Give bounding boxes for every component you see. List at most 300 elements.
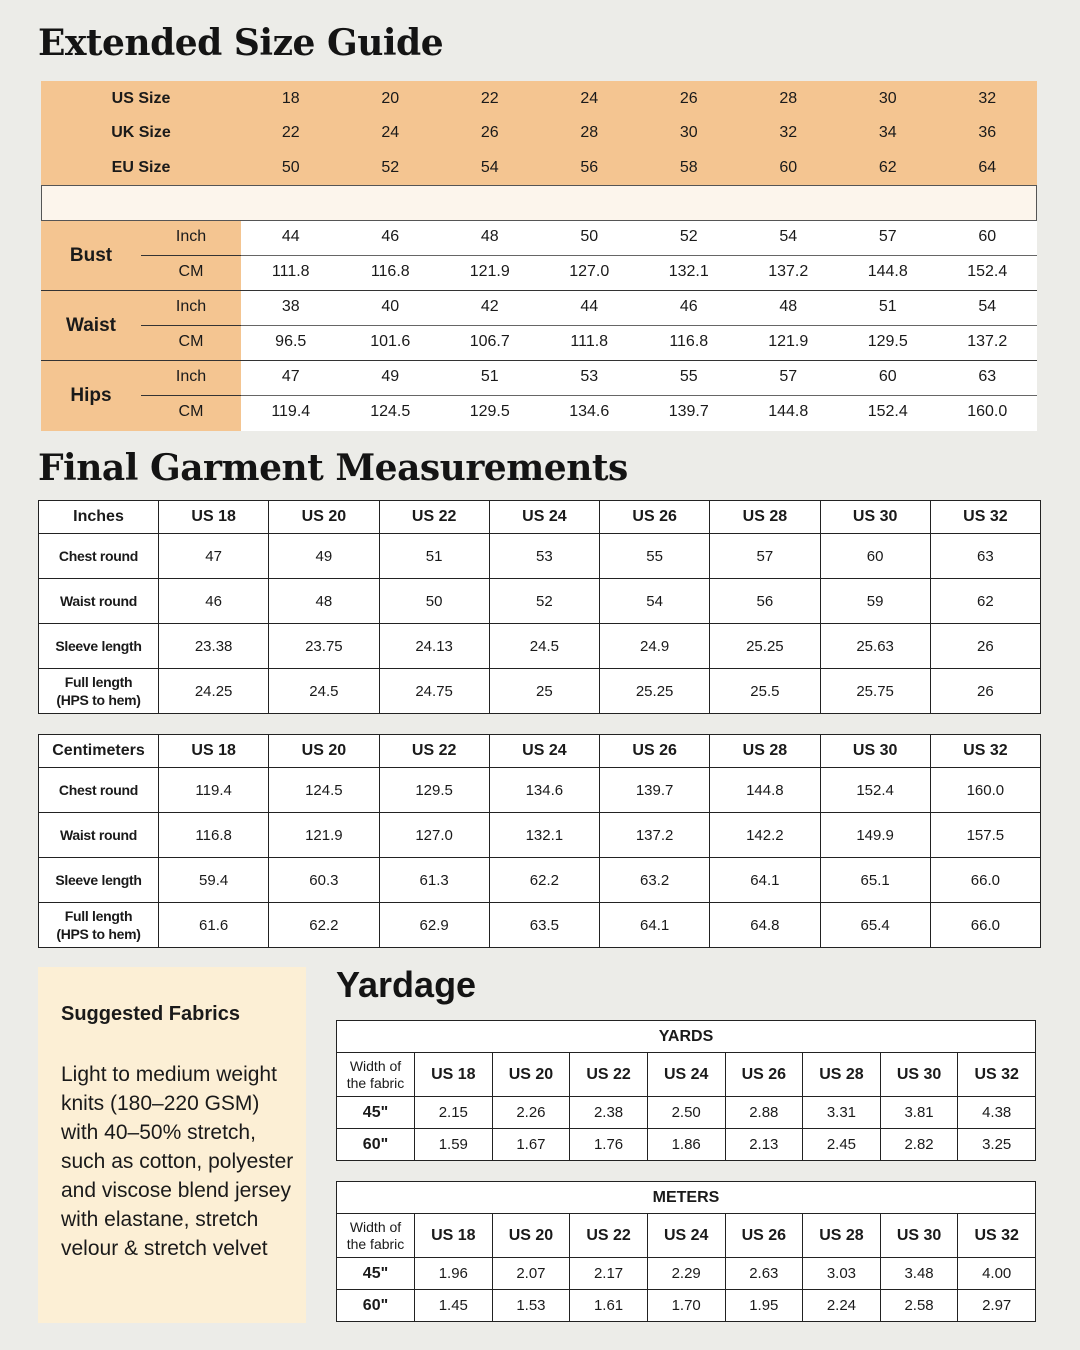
size-value: 28	[580, 123, 599, 141]
table-cell: 2.17	[570, 1258, 648, 1290]
table-cell: 55	[600, 534, 710, 579]
inch-value: 60	[878, 368, 897, 385]
size-value: 36	[978, 123, 997, 141]
yardage-title: Yardage	[336, 964, 477, 1005]
cm-value: 121.9	[469, 263, 510, 280]
table-row	[39, 858, 1041, 903]
table-cell: 139.7	[600, 768, 710, 813]
cm-value: 101.6	[370, 333, 411, 350]
size-header: US 22	[379, 735, 489, 768]
table-cell: 2.88	[725, 1097, 803, 1129]
row-label-subtext: (HPS to hem)	[56, 692, 141, 708]
size-header: US 20	[269, 735, 379, 768]
inch-value: 63	[978, 368, 997, 385]
row-label-text: Chest round	[58, 782, 139, 798]
table-cell: 25	[489, 669, 599, 714]
size-header: US 20	[269, 501, 379, 534]
row-label-text: Chest round	[58, 548, 139, 564]
table-cell: 3.03	[803, 1258, 881, 1290]
uk-size-row	[41, 115, 1037, 150]
size-header: US 20	[492, 1053, 570, 1097]
size-value: 32	[779, 123, 798, 141]
table-cell: 64.1	[710, 858, 820, 903]
size-value: 26	[480, 123, 499, 141]
table-row	[39, 768, 1041, 813]
table-cell: 3.48	[880, 1258, 958, 1290]
width-label-line2: the fabric	[346, 1074, 405, 1091]
header-row	[39, 735, 1041, 768]
table-cell: 46	[159, 579, 269, 624]
inch-value: 54	[779, 228, 798, 245]
size-guide-title: Extended Size Guide	[38, 22, 444, 64]
measurement-units	[141, 291, 241, 360]
us-size-label: US Size	[111, 89, 171, 107]
table-cell: 53	[489, 534, 599, 579]
table-cell: 25.25	[600, 669, 710, 714]
table-row	[337, 1129, 1036, 1161]
width-label-line1: Width of	[349, 1218, 402, 1235]
size-value: 32	[978, 89, 997, 107]
table-cell: 2.63	[725, 1258, 803, 1290]
table-cell: 25.5	[710, 669, 820, 714]
row-label	[39, 534, 159, 579]
row-label-text: Waist round	[59, 827, 138, 843]
size-header: US 30	[820, 501, 930, 534]
table-cell: 60.3	[269, 858, 379, 903]
table-cell: 52	[489, 579, 599, 624]
table-cell: 59	[820, 579, 930, 624]
table-cell: 61.3	[379, 858, 489, 903]
row-divider	[241, 395, 1037, 396]
table-cell: 50	[379, 579, 489, 624]
table-cell: 1.67	[492, 1129, 570, 1161]
size-value: 62	[878, 158, 897, 176]
table-cell: 157.5	[930, 813, 1040, 858]
size-header: US 22	[570, 1053, 648, 1097]
table-cell: 152.4	[820, 768, 930, 813]
suggested-fabrics-text: Light to medium weight knits (180–220 GSM) with 40–50% stretch, such as cotton, polyester and viscose blend jersey with elastane, stretch velour & stretch velvet	[61, 1063, 294, 1260]
table-cell: 26	[930, 624, 1040, 669]
unit-divider	[141, 255, 241, 256]
table-cell: 23.75	[269, 624, 379, 669]
row-label: 60"	[337, 1290, 415, 1322]
table-cell: 116.8	[159, 813, 269, 858]
measurement-hips	[41, 361, 1037, 431]
size-header: US 24	[647, 1053, 725, 1097]
table-cell: 2.13	[725, 1129, 803, 1161]
cm-value: 134.6	[569, 403, 610, 420]
table-cell: 59.4	[159, 858, 269, 903]
measurement-name: Waist	[41, 291, 141, 360]
cm-value: 160.0	[967, 403, 1008, 420]
cm-value: 116.8	[669, 333, 709, 350]
cm-value: 144.8	[867, 263, 908, 280]
size-value: 20	[381, 89, 400, 107]
table-cell: 63	[930, 534, 1040, 579]
measurement-waist	[41, 291, 1037, 361]
table-cell: 24.5	[489, 624, 599, 669]
inch-value: 44	[580, 298, 599, 315]
yardage-yards-table	[336, 1020, 1036, 1161]
cm-value: 137.2	[768, 263, 809, 280]
inch-value: 51	[480, 368, 499, 385]
row-label-subtext: (HPS to hem)	[56, 926, 141, 942]
spacer-row	[41, 185, 1037, 221]
table-cell: 2.97	[958, 1290, 1036, 1322]
header-row	[39, 501, 1041, 534]
size-value: 22	[281, 123, 300, 141]
inch-value: 52	[679, 228, 698, 245]
width-label	[337, 1214, 415, 1258]
cm-value: 139.7	[668, 403, 709, 420]
table-cell: 61.6	[159, 903, 269, 948]
yardage-meters-table	[336, 1181, 1036, 1322]
size-value: 54	[480, 158, 499, 176]
table-cell: 51	[379, 534, 489, 579]
inch-value: 55	[679, 368, 698, 385]
size-header: US 24	[647, 1214, 725, 1258]
size-header: US 28	[710, 501, 820, 534]
table-cell: 24.13	[379, 624, 489, 669]
table-cell: 3.31	[803, 1097, 881, 1129]
size-header: US 18	[159, 501, 269, 534]
cm-value: 127.0	[569, 263, 610, 280]
size-value: 24	[381, 123, 400, 141]
table-cell: 62.2	[269, 903, 379, 948]
measurement-name: Hips	[41, 361, 141, 431]
inch-value: 42	[480, 298, 499, 315]
size-conversion-rows	[41, 81, 1037, 185]
cm-values-row	[241, 263, 1037, 281]
inch-value: 46	[381, 228, 400, 245]
table-cell: 48	[269, 579, 379, 624]
table-row	[39, 579, 1041, 624]
table-row	[39, 534, 1041, 579]
row-label-text: Sleeve length	[55, 872, 142, 888]
unit-divider	[141, 325, 241, 326]
inch-value: 48	[779, 298, 798, 315]
table-cell: 129.5	[379, 768, 489, 813]
table-cell: 3.25	[958, 1129, 1036, 1161]
table-cell: 2.15	[415, 1097, 493, 1129]
unit-cm-label: CM	[178, 263, 204, 280]
table-cell: 60	[820, 534, 930, 579]
row-divider	[241, 255, 1037, 256]
measurement-bust	[41, 221, 1037, 291]
garment-title: Final Garment Measurements	[38, 447, 628, 489]
size-header: US 32	[930, 735, 1040, 768]
eu-size-label: EU Size	[111, 158, 171, 176]
size-header: US 26	[725, 1214, 803, 1258]
garment-cm-table	[38, 734, 1041, 948]
table-cell: 2.82	[880, 1129, 958, 1161]
size-header: US 24	[489, 735, 599, 768]
size-header: US 20	[492, 1214, 570, 1258]
table-cell: 26	[930, 669, 1040, 714]
inch-value: 44	[281, 228, 300, 245]
row-label-text: Waist round	[59, 593, 138, 609]
width-label-line2: the fabric	[346, 1235, 405, 1252]
unit-inch-label: Inch	[175, 298, 207, 315]
size-value: 26	[679, 89, 698, 107]
row-label	[39, 579, 159, 624]
table-cell: 3.81	[880, 1097, 958, 1129]
table-row	[39, 669, 1041, 714]
inch-value: 60	[978, 228, 997, 245]
size-value: 58	[679, 158, 698, 176]
inch-value: 40	[381, 298, 400, 315]
cm-value: 132.1	[668, 263, 709, 280]
table-cell: 63.2	[600, 858, 710, 903]
inch-value: 54	[978, 298, 997, 315]
measurement-values	[241, 221, 1037, 290]
table-cell: 24.5	[269, 669, 379, 714]
garment-inches-table	[38, 500, 1041, 714]
body-measurements	[41, 221, 1037, 431]
table-cell: 25.75	[820, 669, 930, 714]
suggested-fabrics-panel	[38, 967, 306, 1323]
table-cell: 24.75	[379, 669, 489, 714]
table-cell: 134.6	[489, 768, 599, 813]
cm-values-row	[241, 333, 1037, 351]
size-header: US 28	[803, 1214, 881, 1258]
size-header: US 30	[820, 735, 930, 768]
size-header: US 32	[958, 1053, 1036, 1097]
size-header: US 26	[725, 1053, 803, 1097]
table-row	[39, 903, 1041, 948]
unit-divider	[141, 395, 241, 396]
measurement-values	[241, 291, 1037, 360]
inch-value: 47	[281, 368, 300, 385]
unit-header-row	[337, 1021, 1036, 1053]
cm-value: 116.8	[370, 263, 410, 280]
table-cell: 2.07	[492, 1258, 570, 1290]
table-cell: 63.5	[489, 903, 599, 948]
table-cell: 54	[600, 579, 710, 624]
row-label: 45"	[337, 1258, 415, 1290]
table-cell: 23.38	[159, 624, 269, 669]
measurement-units	[141, 221, 241, 290]
unit-header: METERS	[337, 1182, 1036, 1214]
row-label	[39, 903, 159, 948]
width-label	[337, 1053, 415, 1097]
inch-values-row	[241, 298, 1037, 316]
table-cell: 2.24	[803, 1290, 881, 1322]
size-header: US 32	[958, 1214, 1036, 1258]
table-cell: 119.4	[159, 768, 269, 813]
table-cell: 2.38	[570, 1097, 648, 1129]
width-label-line1: Width of	[349, 1057, 402, 1074]
table-cell: 2.26	[492, 1097, 570, 1129]
table-cell: 47	[159, 534, 269, 579]
size-value: 50	[281, 158, 300, 176]
us-size-row	[41, 81, 1037, 116]
unit-cm-label: CM	[178, 333, 204, 350]
size-value: 30	[878, 89, 897, 107]
row-label	[39, 768, 159, 813]
unit-cm-label: CM	[178, 403, 204, 420]
table-cell: 62.9	[379, 903, 489, 948]
cm-value: 111.8	[570, 333, 609, 350]
table-cell: 132.1	[489, 813, 599, 858]
size-header: US 30	[880, 1214, 958, 1258]
table-cell: 62.2	[489, 858, 599, 903]
size-header-row	[337, 1053, 1036, 1097]
size-value: 18	[281, 89, 300, 107]
table-cell: 1.70	[647, 1290, 725, 1322]
table-cell: 1.95	[725, 1290, 803, 1322]
size-value: 34	[878, 123, 897, 141]
uk-size-label: UK Size	[111, 123, 171, 141]
table-cell: 2.29	[647, 1258, 725, 1290]
unit-header: Centimeters	[39, 735, 159, 768]
table-cell: 137.2	[600, 813, 710, 858]
inch-value: 48	[480, 228, 499, 245]
cm-value: 129.5	[469, 403, 510, 420]
table-cell: 25.63	[820, 624, 930, 669]
size-header: US 26	[600, 501, 710, 534]
inch-value: 50	[580, 228, 599, 245]
row-divider	[241, 325, 1037, 326]
row-label	[39, 813, 159, 858]
size-value: 64	[978, 158, 997, 176]
cm-value: 124.5	[370, 403, 411, 420]
table-cell: 2.50	[647, 1097, 725, 1129]
eu-size-row	[41, 150, 1037, 185]
table-cell: 1.86	[647, 1129, 725, 1161]
size-header: US 32	[930, 501, 1040, 534]
table-cell: 121.9	[269, 813, 379, 858]
table-cell: 24.25	[159, 669, 269, 714]
table-cell: 4.00	[958, 1258, 1036, 1290]
row-label-text: Full length	[64, 908, 133, 924]
table-row	[39, 624, 1041, 669]
inch-value: 38	[281, 298, 300, 315]
size-header: US 28	[803, 1053, 881, 1097]
inch-value: 46	[679, 298, 698, 315]
size-header: US 24	[489, 501, 599, 534]
size-header: US 22	[570, 1214, 648, 1258]
size-value: 60	[779, 158, 798, 176]
size-value: 30	[679, 123, 698, 141]
cm-value: 152.4	[867, 403, 908, 420]
size-header: US 26	[600, 735, 710, 768]
suggested-fabrics-title: Suggested Fabrics	[61, 1003, 240, 1025]
cm-value: 111.8	[271, 263, 310, 280]
size-value: 22	[480, 89, 499, 107]
table-cell: 57	[710, 534, 820, 579]
table-cell: 4.38	[958, 1097, 1036, 1129]
table-cell: 144.8	[710, 768, 820, 813]
row-label-text: Sleeve length	[55, 638, 142, 654]
table-cell: 1.61	[570, 1290, 648, 1322]
size-header: US 30	[880, 1053, 958, 1097]
table-cell: 49	[269, 534, 379, 579]
row-label: 45"	[337, 1097, 415, 1129]
table-cell: 142.2	[710, 813, 820, 858]
cm-value: 144.8	[768, 403, 809, 420]
cm-values-row	[241, 403, 1037, 421]
cm-value: 121.9	[768, 333, 809, 350]
size-value: 52	[381, 158, 400, 176]
table-cell: 127.0	[379, 813, 489, 858]
table-row	[337, 1258, 1036, 1290]
table-cell: 1.53	[492, 1290, 570, 1322]
cm-value: 119.4	[271, 403, 311, 420]
table-cell: 64.8	[710, 903, 820, 948]
cm-value: 106.7	[469, 333, 510, 350]
measurement-name: Bust	[41, 221, 141, 290]
unit-header: Inches	[39, 501, 159, 534]
inch-value: 57	[878, 228, 897, 245]
size-header-row	[337, 1214, 1036, 1258]
size-guide-table	[41, 81, 1037, 431]
table-cell: 1.76	[570, 1129, 648, 1161]
inch-value: 49	[381, 368, 400, 385]
size-value: 24	[580, 89, 599, 107]
size-value: 28	[779, 89, 798, 107]
table-cell: 66.0	[930, 858, 1040, 903]
table-cell: 62	[930, 579, 1040, 624]
table-cell: 124.5	[269, 768, 379, 813]
cm-value: 129.5	[867, 333, 908, 350]
table-cell: 65.1	[820, 858, 930, 903]
table-cell: 1.96	[415, 1258, 493, 1290]
size-value: 56	[580, 158, 599, 176]
table-cell: 1.45	[415, 1290, 493, 1322]
table-cell: 160.0	[930, 768, 1040, 813]
row-label: 60"	[337, 1129, 415, 1161]
cm-value: 137.2	[967, 333, 1008, 350]
inch-value: 57	[779, 368, 798, 385]
unit-header-row	[337, 1182, 1036, 1214]
table-cell: 64.1	[600, 903, 710, 948]
table-cell: 56	[710, 579, 820, 624]
table-cell: 65.4	[820, 903, 930, 948]
size-header: US 18	[415, 1053, 493, 1097]
unit-inch-label: Inch	[175, 368, 207, 385]
size-header: US 28	[710, 735, 820, 768]
cm-value: 152.4	[967, 263, 1008, 280]
table-cell: 66.0	[930, 903, 1040, 948]
size-header: US 18	[159, 735, 269, 768]
row-label	[39, 858, 159, 903]
row-label	[39, 669, 159, 714]
inch-value: 51	[878, 298, 897, 315]
table-cell: 25.25	[710, 624, 820, 669]
row-label-text: Full length	[64, 674, 133, 690]
table-cell: 1.59	[415, 1129, 493, 1161]
row-label	[39, 624, 159, 669]
table-cell: 24.9	[600, 624, 710, 669]
inch-values-row	[241, 228, 1037, 246]
size-header: US 22	[379, 501, 489, 534]
table-cell: 2.58	[880, 1290, 958, 1322]
size-header: US 18	[415, 1214, 493, 1258]
table-row	[337, 1097, 1036, 1129]
table-row	[39, 813, 1041, 858]
table-cell: 2.45	[803, 1129, 881, 1161]
table-row	[337, 1290, 1036, 1322]
inch-values-row	[241, 368, 1037, 386]
unit-header: YARDS	[337, 1021, 1036, 1053]
table-cell: 149.9	[820, 813, 930, 858]
cm-value: 96.5	[275, 333, 307, 350]
measurement-units	[141, 361, 241, 431]
measurement-values	[241, 361, 1037, 431]
unit-inch-label: Inch	[175, 228, 207, 245]
inch-value: 53	[580, 368, 599, 385]
